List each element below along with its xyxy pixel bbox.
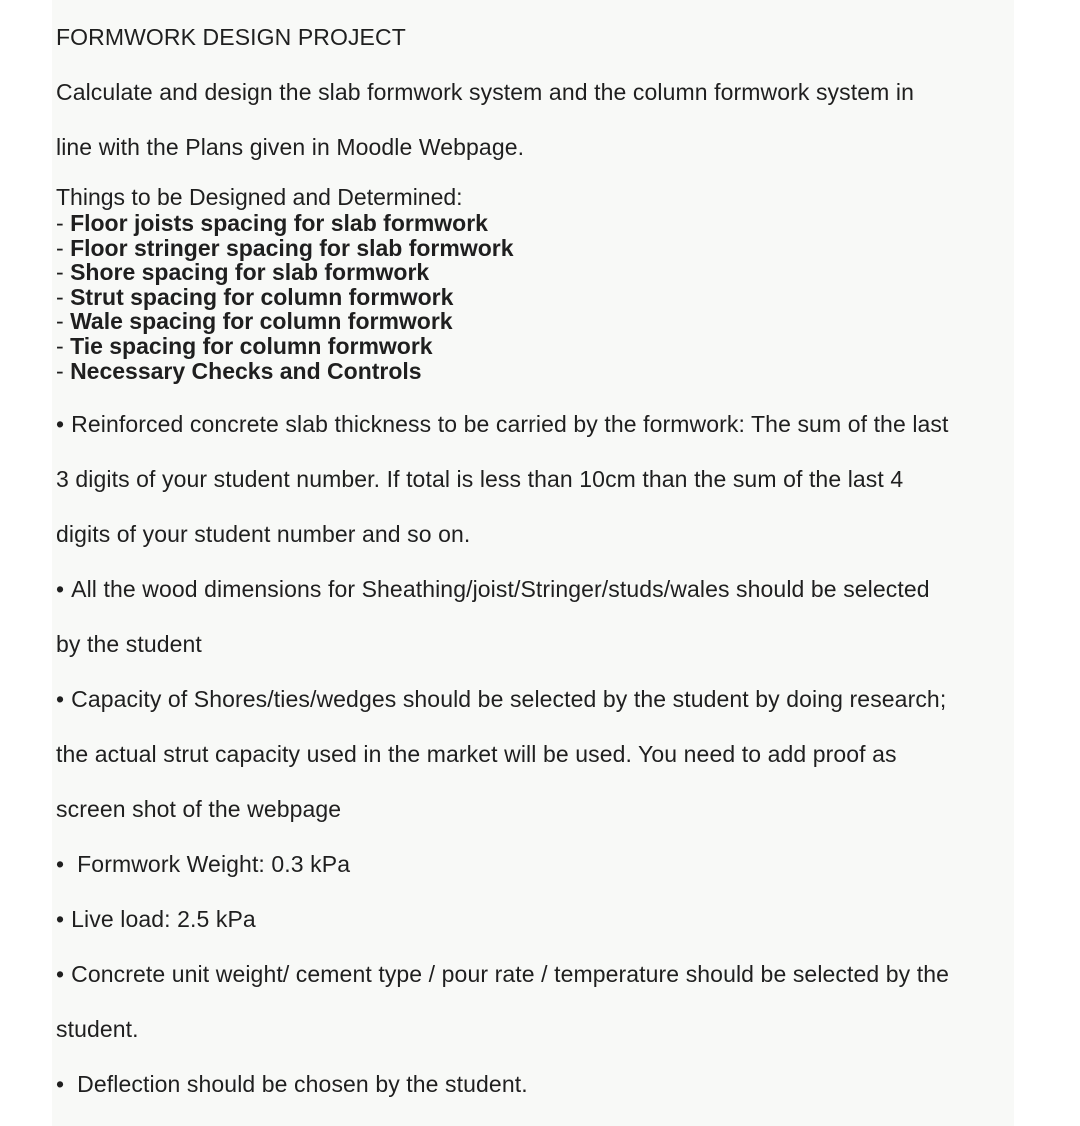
bullet-line: student. [56, 1016, 139, 1043]
intro-line-1: Calculate and design the slab formwork system and the column formwork system in [56, 79, 914, 105]
bullet-line: 3 digits of your student number. If total is less than 10cm than the sum of the last 4 [56, 466, 904, 493]
design-heading: Things to be Designed and Determined: [56, 184, 463, 210]
bullet-glyph: • [56, 576, 65, 603]
list-item: - Floor joists spacing for slab formwork [56, 210, 488, 236]
dash-glyph: - [56, 210, 64, 236]
bullet-glyph: • [56, 851, 65, 878]
list-item: - Strut spacing for column formwork [56, 283, 454, 310]
document-content [56, 0, 1011, 1112]
bullet-line: screen shot of the webpage [56, 796, 342, 823]
bullet-line: • Reinforced concrete slab thickness to be carried by the formwork: The sum of the last [56, 411, 949, 438]
bullet-glyph: • [56, 411, 65, 438]
dash-glyph: - [56, 332, 64, 359]
bullet-line: • All the wood dimensions for Sheathing/joist/Stringer/studs/wales should be selected [56, 576, 930, 603]
list-item: - Shore spacing for slab formwork [56, 259, 430, 286]
document-title: FORMWORK DESIGN PROJECT [56, 24, 406, 50]
bullet-line: • Capacity of Shores/ties/wedges should be selected by the student by doing research; [56, 686, 947, 713]
bullet-line: digits of your student number and so on. [56, 521, 471, 548]
bullet-glyph: • [56, 906, 65, 933]
bullet-line: • Live load: 2.5 kPa [56, 906, 256, 933]
dash-glyph: - [56, 357, 64, 384]
design-list [56, 184, 1011, 383]
dash-glyph: - [56, 283, 64, 310]
bullet-line: • Formwork Weight: 0.3 kPa [56, 851, 351, 878]
bullet-glyph: • [56, 961, 65, 988]
bullet-line: the actual strut capacity used in the market will be used. You need to add proof as [56, 741, 897, 768]
list-item: - Floor stringer spacing for slab formwork [56, 234, 514, 261]
list-item: - Necessary Checks and Controls [56, 357, 422, 384]
bullet-line: • Deflection should be chosen by the student. [56, 1071, 528, 1098]
bullet-glyph: • [56, 686, 65, 713]
list-item: - Wale spacing for column formwork [56, 308, 453, 335]
list-item: - Tie spacing for column formwork [56, 332, 433, 359]
dash-glyph: - [56, 308, 64, 335]
bullet-line: • Concrete unit weight/ cement type / pour rate / temperature should be selected by the [56, 961, 950, 988]
dash-glyph: - [56, 234, 64, 261]
dash-glyph: - [56, 259, 64, 286]
intro-line-2: line with the Plans given in Moodle Webpage. [56, 134, 525, 160]
bullet-glyph: • [56, 1071, 65, 1098]
document-panel [52, 0, 1014, 1126]
bullet-line: by the student [56, 631, 202, 658]
spacer [56, 383, 1011, 397]
